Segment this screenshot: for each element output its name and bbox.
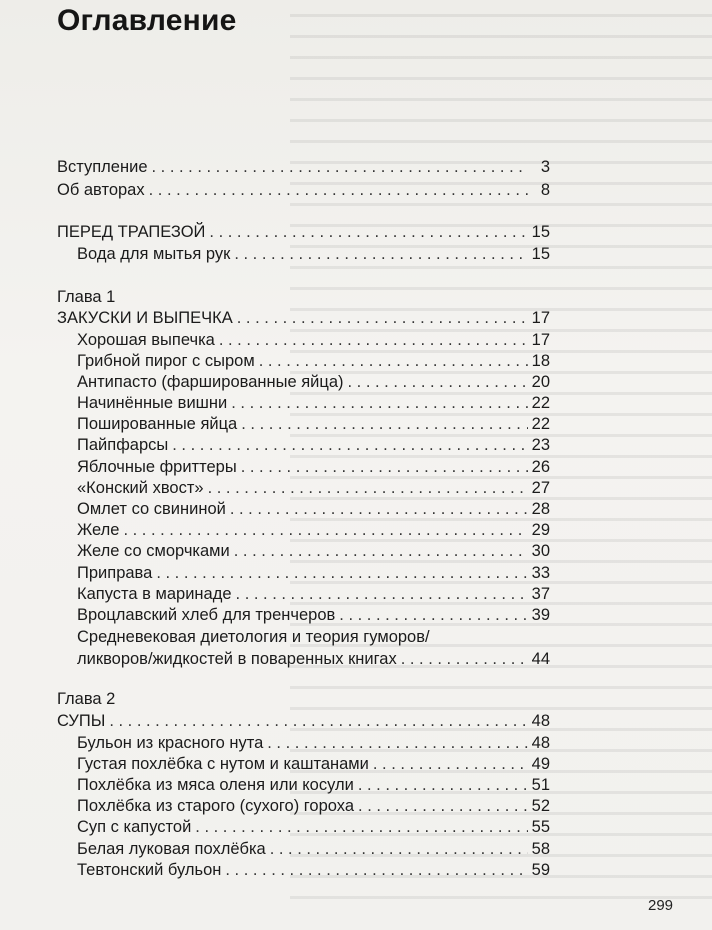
toc-entry[interactable] <box>77 604 550 626</box>
toc-entry-page: 22 <box>531 394 550 412</box>
toc-entry-title: Пайпфарсы <box>77 436 169 454</box>
dot-leader <box>358 774 528 796</box>
page-title: Оглавление <box>57 4 237 37</box>
toc-entry-title: Омлет со свининой <box>77 500 226 518</box>
dot-leader <box>348 371 528 393</box>
toc-entry[interactable] <box>57 179 550 201</box>
toc-entry-page: 49 <box>531 755 550 773</box>
toc-entry-title: Похлёбка из старого (сухого) гороха <box>77 797 355 815</box>
dot-leader <box>270 838 528 860</box>
toc-entry[interactable] <box>77 498 550 520</box>
dot-leader <box>241 456 528 478</box>
toc-entry[interactable] <box>77 774 550 796</box>
chapter-label: Глава 2 <box>57 690 116 708</box>
toc-entry[interactable] <box>77 243 550 265</box>
toc-entry[interactable] <box>77 732 550 754</box>
toc-entry[interactable] <box>77 371 550 393</box>
dot-leader <box>230 498 528 520</box>
toc-entry-page: 30 <box>531 542 550 560</box>
dot-leader <box>241 413 527 435</box>
toc-entry-page: 20 <box>531 373 550 391</box>
dot-leader <box>109 710 527 732</box>
dot-leader <box>172 434 527 456</box>
dot-leader <box>156 562 527 584</box>
toc-entry-page: 26 <box>531 458 550 476</box>
dot-leader <box>401 648 528 670</box>
toc-entry-page: 33 <box>531 564 550 582</box>
toc-entry[interactable] <box>77 816 550 838</box>
toc-entry-page: 59 <box>531 861 550 879</box>
toc-entry-page: 39 <box>531 606 550 624</box>
toc-entry-page: 48 <box>531 734 550 752</box>
dot-leader <box>219 329 528 351</box>
toc-entry-title-line2: ликворов/жидкостей в поваренных книгах <box>77 650 397 668</box>
toc-section-title: ПЕРЕД ТРАПЕЗОЙ <box>57 223 206 241</box>
page-number: 299 <box>648 897 674 914</box>
toc-entry-title: Похлёбка из мяса оленя или косули <box>77 776 354 794</box>
toc-entry[interactable] <box>77 540 550 562</box>
toc-entry[interactable] <box>77 583 550 605</box>
toc-entry[interactable] <box>77 434 550 456</box>
dot-leader <box>195 816 527 838</box>
dot-leader <box>358 795 528 817</box>
dot-leader <box>149 179 528 201</box>
toc-entry-page: 51 <box>531 776 550 794</box>
toc-entry-page: 3 <box>540 158 550 176</box>
dot-leader <box>236 583 528 605</box>
toc-entry[interactable] <box>77 795 550 817</box>
toc-entry[interactable] <box>77 456 550 478</box>
toc-entry-page: 8 <box>540 181 550 199</box>
toc-entry[interactable] <box>77 519 550 541</box>
toc-entry-page: 18 <box>531 352 550 370</box>
toc-entry[interactable] <box>77 838 550 860</box>
dot-leader <box>231 392 527 414</box>
toc-entry-title: Начинённые вишни <box>77 394 228 412</box>
dot-leader <box>225 859 527 881</box>
toc-entry[interactable] <box>77 859 550 881</box>
toc-entry-title: Приправа <box>77 564 153 582</box>
toc-entry-title: Хорошая выпечка <box>77 331 215 349</box>
toc-entry-title: Вода для мытья рук <box>77 245 231 263</box>
dot-leader <box>373 753 528 775</box>
toc-entry[interactable] <box>77 392 550 414</box>
dot-leader <box>234 540 528 562</box>
toc-entry-title: Пошированные яйца <box>77 415 238 433</box>
toc-entry-page: 37 <box>531 585 550 603</box>
toc-entry-title: Тевтонский бульон <box>77 861 222 879</box>
toc-entry-page: 23 <box>531 436 550 454</box>
toc-entry-page: 27 <box>531 479 550 497</box>
toc-entry-title: Вроцлавский хлеб для тренчеров <box>77 606 336 624</box>
toc-entry-title: Грибной пирог с сыром <box>77 352 255 370</box>
dot-leader <box>234 243 527 265</box>
toc-section[interactable] <box>57 221 550 243</box>
toc-entry-page: 44 <box>531 650 550 668</box>
toc-entry[interactable] <box>77 753 550 775</box>
toc-entry-page: 22 <box>531 415 550 433</box>
dot-leader <box>267 732 527 754</box>
toc-section-title: СУПЫ <box>57 712 106 730</box>
toc-entry[interactable] <box>77 477 550 499</box>
toc-entry[interactable] <box>77 562 550 584</box>
toc-entry-page: 15 <box>531 245 550 263</box>
toc-entry[interactable] <box>77 413 550 435</box>
toc-entry-page: 17 <box>531 331 550 349</box>
toc-entry-title: Бульон из красного нута <box>77 734 264 752</box>
toc-entry[interactable] <box>57 156 550 178</box>
toc-entry-title: Суп с капустой <box>77 818 192 836</box>
dot-leader <box>237 307 528 329</box>
toc-entry-title: Белая луковая похлёбка <box>77 840 266 858</box>
toc-entry-title: Желе со сморчками <box>77 542 230 560</box>
dot-leader <box>209 221 527 243</box>
toc-entry[interactable] <box>77 648 550 670</box>
toc-entry-page: 52 <box>531 797 550 815</box>
dot-leader <box>152 156 529 178</box>
toc-entry-page: 48 <box>531 712 550 730</box>
dot-leader <box>208 477 528 499</box>
toc-entry-title: Капуста в маринаде <box>77 585 232 603</box>
dot-leader <box>339 604 527 626</box>
toc-section[interactable] <box>57 307 550 329</box>
toc-entry-page: 28 <box>531 500 550 518</box>
toc-entry-page: 29 <box>531 521 550 539</box>
toc-entry-title: Желе <box>77 521 120 539</box>
toc-entry-title: Об авторах <box>57 181 145 199</box>
toc-entry-title: Густая похлёбка с нутом и каштанами <box>77 755 369 773</box>
toc-entry-title: Яблочные фриттеры <box>77 458 237 476</box>
toc-entry[interactable] <box>77 329 550 351</box>
toc-entry-page: 15 <box>531 223 550 241</box>
toc-entry-page: 55 <box>531 818 550 836</box>
toc-entry-title: Вступление <box>57 158 148 176</box>
toc-entry-title: Антипасто (фаршированные яйца) <box>77 373 344 391</box>
toc-entry-title-line1[interactable]: Средневековая диетология и теория гуморов/ <box>77 628 430 646</box>
dot-leader <box>259 350 528 372</box>
toc-entry[interactable] <box>77 350 550 372</box>
toc-entry-page: 58 <box>531 840 550 858</box>
toc-entry-title: «Конский хвост» <box>77 479 204 497</box>
toc-entry-page: 17 <box>531 309 550 327</box>
toc-section-title: ЗАКУСКИ И ВЫПЕЧКА <box>57 309 233 327</box>
chapter-label: Глава 1 <box>57 288 116 306</box>
toc-section[interactable] <box>57 710 550 732</box>
dot-leader <box>123 519 527 541</box>
